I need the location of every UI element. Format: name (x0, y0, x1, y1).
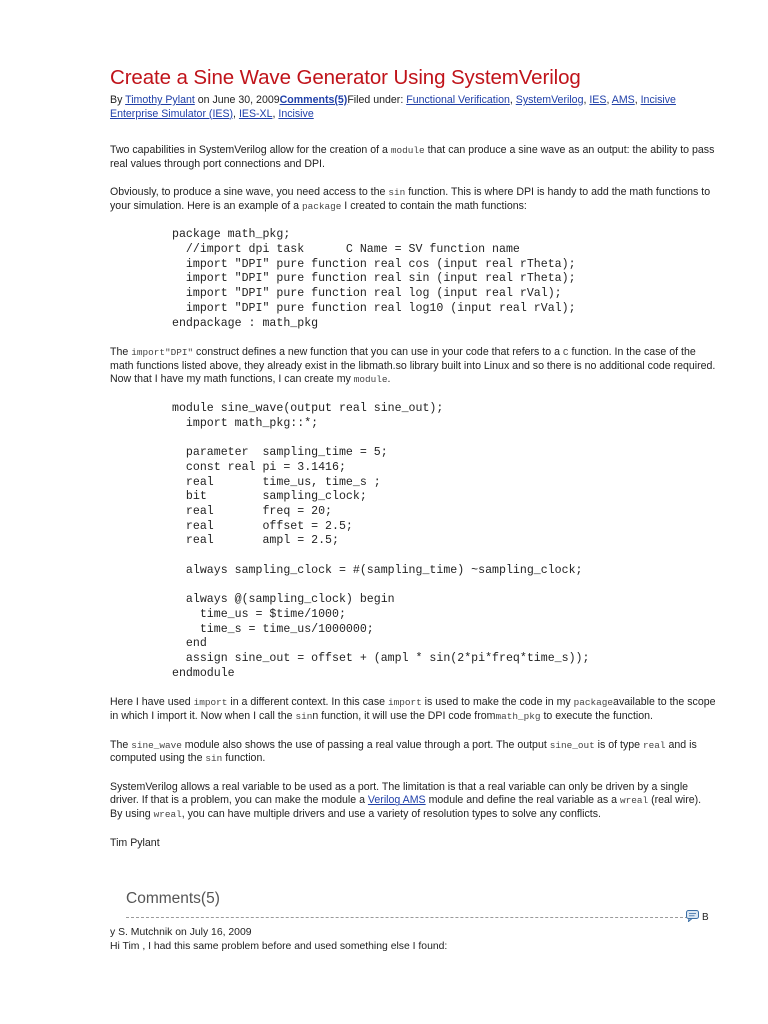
tag-link[interactable]: AMS (611, 94, 635, 106)
byline-by: By (110, 94, 126, 106)
inline-code: sin (295, 711, 313, 723)
paragraph-import-context: Here I have used import in a different context. In this case import is used to make the code in my packageavailable to the scope in which I import it. Now when I call the sinn function, it will use the DPI code frommath_pkg to execute the function. (110, 696, 716, 723)
inline-code: wreal (620, 795, 649, 807)
speech-bubble-icon[interactable] (686, 910, 700, 922)
comments-heading: Comments(5) (126, 890, 220, 907)
inline-code: import (193, 697, 228, 709)
tag-link[interactable]: Incisive (278, 107, 314, 120)
tag-link[interactable]: IES-XL (238, 107, 273, 120)
inline-code: package (573, 697, 614, 709)
comment-body: Hi Tim , I had this same problem before and used something else I found: (110, 941, 448, 952)
inline-code: sin (388, 187, 406, 199)
tag-link[interactable]: Functional Verification (406, 94, 510, 106)
author-signature: Tim Pylant (110, 836, 160, 849)
paragraph-sine-wave-module: The sine_wave module also shows the use of passing a real value through a port. The output sine_out is of type real and is computed using the sin function. (110, 738, 697, 765)
inline-code: sin (205, 753, 223, 765)
inline-code: math_pkg (495, 711, 541, 723)
paragraph-sin-function: Obviously, to produce a sine wave, you need access to the sin function. This is where DPI is handy to add the math functions to your simulation. Here is an example of a package I created to contain the math functions: (110, 186, 711, 212)
comment-meta: y S. Mutchnik on July 16, 2009 (110, 927, 252, 938)
article (110, 66, 716, 850)
inline-code: real (643, 739, 666, 751)
article-title: Create a Sine Wave Generator Using SystemVerilog (110, 66, 581, 89)
inline-code: import (387, 697, 422, 709)
comments-divider (126, 917, 688, 918)
tag-link[interactable]: SystemVerilog (515, 94, 584, 106)
code-block-module: module sine_wave(output real sine_out); import math_pkg::*; parameter sampling_time = 5; const real pi = 3.1416; real time_us, time_s ; bit sampling_clock; real freq = 20; real offset = 2.5; real ampl = 2.5; always sampling_clock = #(sampling_time) ~sampling_clock; always @(sampling_clock) begin time_us = $time/1000; time_s = time_us/1000000; end assign sine_out = offset + (ampl * sin(2*pi*freq*time_s)); endmodule (172, 402, 590, 680)
inline-code: sine_out (549, 739, 595, 751)
inline-code: C (562, 347, 569, 359)
tag-link[interactable]: Incisive Enterprise Simulator (IES) (110, 94, 676, 120)
paragraph-real-port: SystemVerilog allows a real variable to be used as a port. The limitation is that a real variable can only be driven by a single driver. If that is a problem, you can make the module a Verilog AMS module and define the real variable as a wreal (real wire). By using wreal, you can have multiple drivers and use a variety of resolution types to solve any conflicts. (110, 780, 702, 820)
byline-date: on June 30, 2009 (194, 94, 280, 106)
inline-code: sine_wave (131, 739, 182, 751)
byline: By Timothy Pylant on June 30, 2009Comments(5)Filed under: Functional Verification, SystemVerilog, IES, AMS, Incisive Enterprise Simulator (IES), IES-XL, Incisive (110, 94, 676, 120)
tag-link[interactable]: IES (589, 94, 607, 106)
comments-count-link[interactable]: Comments(5) (279, 94, 348, 106)
verilog-ams-link[interactable]: Verilog AMS (367, 794, 426, 807)
inline-code: module (390, 145, 425, 156)
filed-under-label: Filed under: (347, 94, 407, 106)
code-block-package: package math_pkg; //import dpi task C Name = SV function name import "DPI" pure function real cos (input real rTheta); import "DPI" pure function real sin (input real rTheta); import "DPI" pure function real log (input real rVal); import "DPI" pure function real log10 (input real rVal); endpackage : math_pkg (172, 228, 576, 330)
comment-icon-label: B (702, 912, 709, 923)
inline-code: module (353, 374, 388, 386)
paragraph-intro: Two capabilities in SystemVerilog allow for the creation of a module that can produce a sine wave as an output: the ability to pass real values through port connections and DPI. (110, 144, 715, 170)
paragraph-import-dpi: The import"DPI" construct defines a new function that you can use in your code that refers to a C function. In the case of the math functions listed above, they already exist in the libmath.so library built into Linux and so there is no additional code required. Now that I have my math functions, I can create my module. (110, 346, 716, 386)
inline-code: package (301, 200, 342, 212)
inline-code: wreal (153, 809, 182, 820)
author-link[interactable]: Timothy Pylant (125, 94, 195, 106)
inline-code: import"DPI" (131, 347, 194, 359)
